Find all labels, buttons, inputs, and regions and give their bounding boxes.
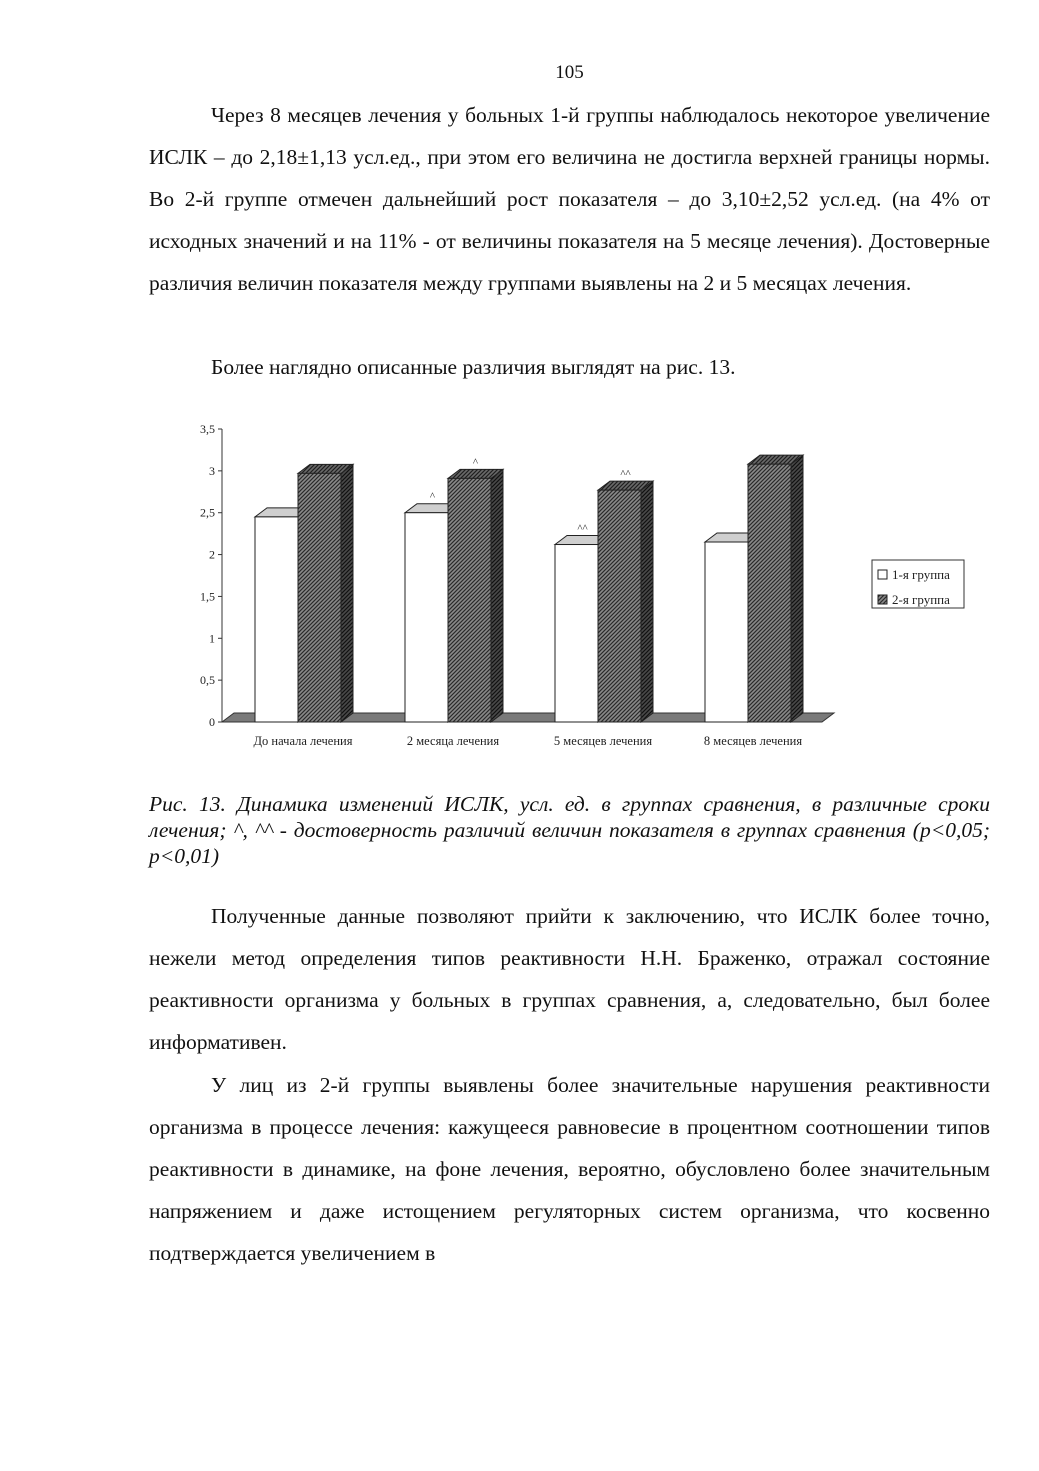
bar-s2-c4 [748,455,803,722]
y-tick-label: 1,5 [200,589,215,604]
x-category-label: 8 месяцев лечения [703,734,803,748]
significance-mark: ^^ [620,468,631,481]
bar-s2-c2-front [448,478,491,722]
legend-swatch [878,570,887,579]
x-category-label: 2 месяца лечения [406,734,500,748]
chart-legend [872,560,964,608]
y-tick-label: 2,5 [200,505,215,520]
paragraph-1: Через 8 месяцев лечения у больных 1-й группы наблюдалось некоторое увеличение ИСЛК – до 2,18±1,13 усл.ед., при этом его величина не достигла верхней границы нормы. Во 2-й группе отмечен дальнейший рост показателя – до 3,10±2,52 усл.ед. (на 4% от исходных значений и на 11% - от величины показателя на 5 месяце лечения). Достоверные различия величин показателя между группами выявлены на 2 и 5 месяцах лечения. [149,103,990,295]
y-tick-label: 2 [209,547,215,562]
significance-mark: ^ [429,490,436,503]
bar-chart [180,415,980,760]
significance-mark: ^^ [577,522,588,535]
bar-s1-c1-front [255,517,298,722]
bar-s2-c1-side [341,464,353,722]
bar-s2-c4-front [748,464,791,722]
legend-label: 1-я группа [892,567,950,582]
paragraph-2: Более наглядно описанные различия выглядят на рис. 13. [211,355,736,379]
paragraph-3: Полученные данные позволяют прийти к заключению, что ИСЛК более точно, нежели метод определения типов реактивности Н.Н. Браженко, отражал состояние реактивности организма у больных в группах сравнения, а, следовательно, был более информативен. [149,904,990,1054]
x-category-label: 5 месяцев лечения [553,734,653,748]
significance-mark: ^ [472,456,479,469]
bar-s2-c1-front [298,473,341,722]
bar-s2-c3 [598,481,653,722]
bar-s1-c4-front [705,542,748,722]
legend-label: 2-я группа [892,592,950,607]
y-tick-label: 0,5 [200,673,215,688]
bar-s2-c1 [298,464,353,722]
legend-swatch [878,595,887,604]
bar-s2-c3-side [641,481,653,722]
y-tick-label: 1 [209,631,215,646]
bar-s1-c2-front [405,513,448,722]
x-category-label: До начала лечения [253,734,353,748]
y-tick-label: 3 [209,463,215,478]
y-tick-label: 0 [209,715,215,729]
paragraph-4: У лиц из 2-й группы выявлены более значительные нарушения реактивности организма в процессе лечения: кажущееся равновесие в процентном соотношении типов реактивности в динамике, на фоне лечения, вероятно, обусловлено более значительным напряжением и даже истощением регуляторных систем организма, что косвенно подтверждается увеличением в [149,1073,990,1265]
bar-s1-c3-front [555,545,598,722]
bar-s2-c3-front [598,490,641,722]
bar-s2-c2 [448,469,503,722]
page-number: 105 [555,62,584,83]
bar-s2-c2-side [491,469,503,722]
y-tick-label: 3,5 [200,422,215,436]
figure-caption: Рис. 13. Динамика изменений ИСЛК, усл. ед. в группах сравнения, в различные сроки лечения; ^, ^^ - достоверность различий величин показателя в группах сравнения (р<0,05; р<0,01) [149,792,990,868]
bar-s2-c4-side [791,455,803,722]
